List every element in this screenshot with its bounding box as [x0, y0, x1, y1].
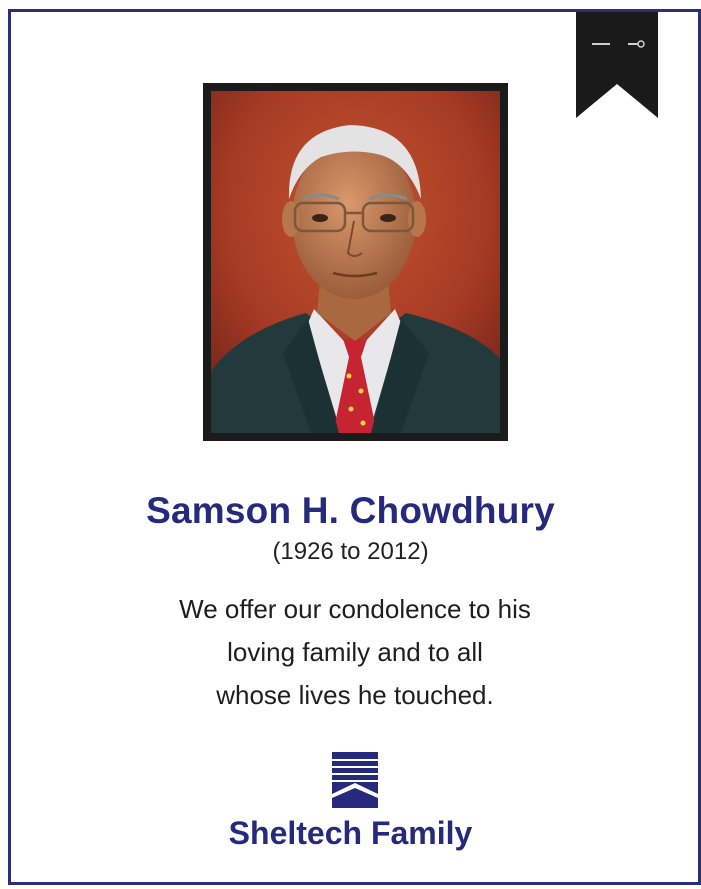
condolence-message [100, 588, 610, 717]
message-line: loving family and to all [227, 637, 483, 667]
life-years: (1926 to 2012) [272, 538, 429, 565]
message-line: We offer our condolence to his [179, 594, 531, 624]
mourning-ribbon-icon [576, 12, 658, 118]
message-line: whose lives he touched. [216, 680, 494, 710]
brand-name: Sheltech Family [228, 815, 473, 851]
deceased-name: Samson H. Chowdhury [146, 490, 555, 531]
sheltech-logo-icon [332, 752, 378, 808]
portrait-frame [203, 83, 508, 441]
portrait-photo [211, 91, 500, 433]
